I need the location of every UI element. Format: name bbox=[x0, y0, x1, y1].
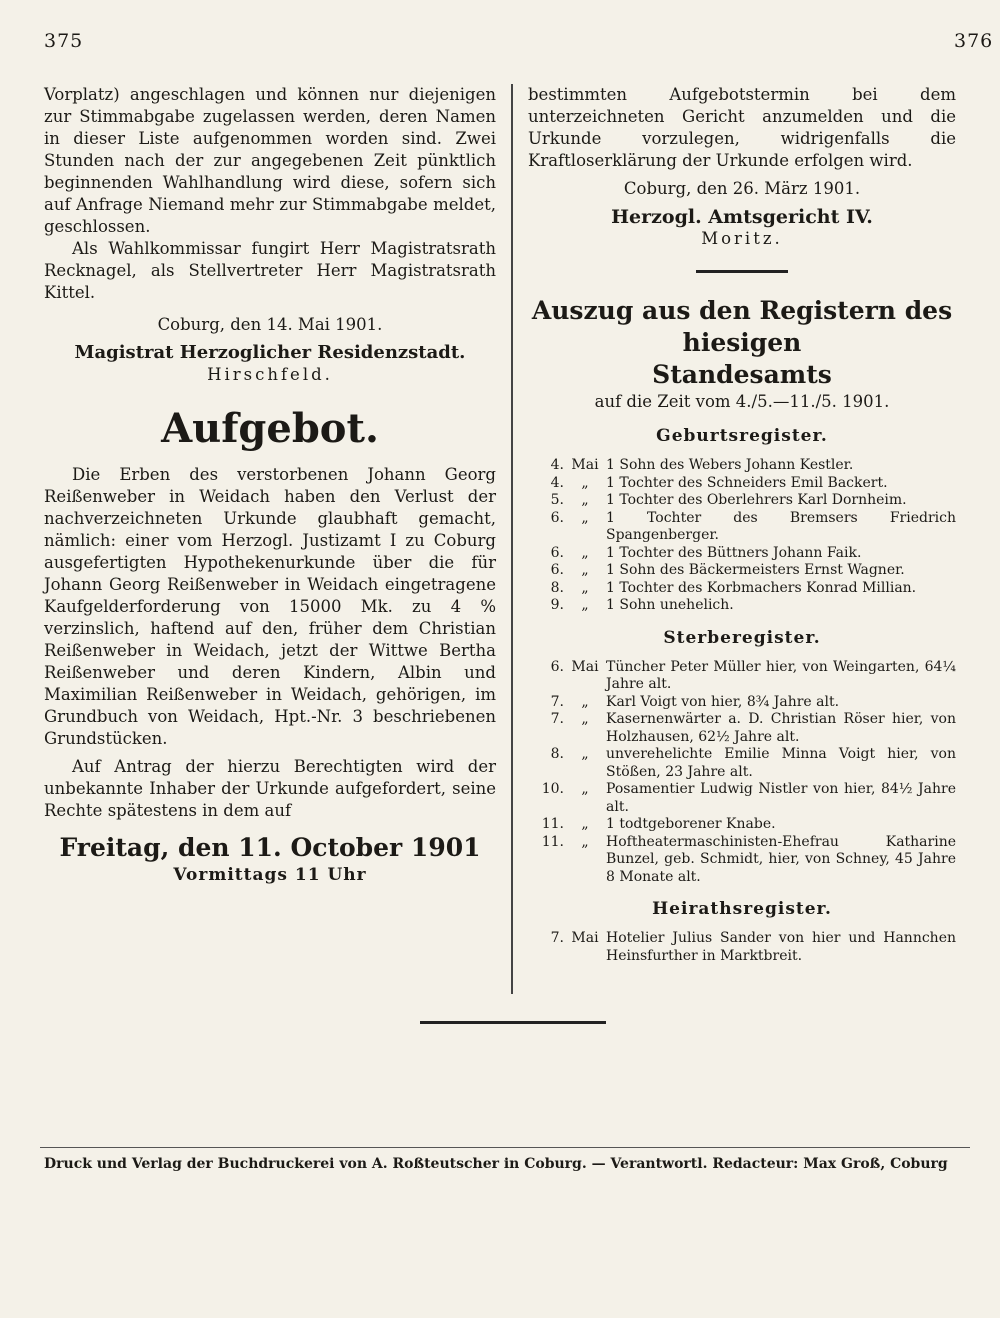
register-month: „ bbox=[581, 562, 589, 578]
register-day: 9. bbox=[550, 597, 564, 613]
footer-rule bbox=[40, 1147, 970, 1148]
signature-left: Hirschfeld. bbox=[207, 365, 333, 384]
register-row bbox=[528, 834, 956, 887]
signature-right: Moritz. bbox=[701, 229, 783, 248]
register-entry: Hotelier Julius Sander von hier und Hannchen Heinsfurther in Marktbreit. bbox=[606, 930, 956, 964]
register-entry: Hoftheatermaschinisten-Ehefrau Katharine Bunzel, geb. Schmidt, hier, von Schney, 45 Jahre 8 Monate alt. bbox=[606, 833, 956, 885]
register-day: 7. bbox=[550, 711, 564, 727]
register-row bbox=[528, 930, 956, 965]
sterberegister-table bbox=[528, 659, 956, 887]
register-row bbox=[528, 781, 956, 816]
register-day: 7. bbox=[550, 693, 564, 710]
auszug-title-line1: Auszug aus den Registern des hiesigen bbox=[531, 296, 953, 357]
register-day: 6. bbox=[550, 544, 564, 561]
register-day: 4. bbox=[550, 457, 564, 473]
register-day: 6. bbox=[550, 658, 564, 675]
register-row bbox=[528, 510, 956, 545]
register-entry: Posamentier Ludwig Nistler von hier, 84½ Jahre alt. bbox=[606, 781, 956, 815]
register-entry: 1 Sohn unehelich. bbox=[606, 597, 734, 613]
geburtsregister-table bbox=[528, 457, 956, 615]
court-line: Herzogl. Amtsgericht IV. bbox=[611, 206, 873, 228]
register-row bbox=[528, 562, 956, 580]
register-entry: 1 Sohn des Webers Johann Kestler. bbox=[606, 457, 854, 473]
imprint-footer: Druck und Verlag der Buchdruckerei von A. Roßteutscher in Coburg. — Verantwortl. Redacteur: Max Groß, Coburg bbox=[44, 1156, 948, 1172]
section-rule bbox=[696, 270, 788, 273]
register-month: „ bbox=[581, 693, 589, 710]
register-day: 5. bbox=[550, 492, 564, 508]
right-column bbox=[528, 84, 956, 965]
register-row bbox=[528, 475, 956, 493]
register-month: „ bbox=[581, 544, 589, 561]
register-month: „ bbox=[581, 509, 589, 526]
register-row bbox=[528, 492, 956, 510]
register-entry: 1 Tochter des Oberlehrers Karl Dornheim. bbox=[606, 492, 907, 508]
register-row bbox=[528, 746, 956, 781]
register-day: 4. bbox=[550, 474, 564, 491]
register-day: 8. bbox=[550, 579, 564, 596]
register-month: „ bbox=[581, 474, 589, 491]
auszug-period: auf die Zeit vom 4./5.—11./5. 1901. bbox=[594, 392, 890, 411]
register-row bbox=[528, 816, 956, 834]
register-day: 10. bbox=[541, 781, 564, 797]
register-month: Mai bbox=[571, 930, 599, 946]
register-entry: 1 todtgeborener Knabe. bbox=[606, 816, 776, 832]
register-entry: Tüncher Peter Müller hier, von Weingarten, 64¼ Jahre alt. bbox=[606, 658, 956, 692]
register-month: Mai bbox=[571, 658, 599, 675]
register-entry: Kasernenwärter a. D. Christian Röser hier, von Holzhausen, 62½ Jahre alt. bbox=[606, 711, 956, 745]
register-month: „ bbox=[581, 833, 589, 850]
register-month: Mai bbox=[571, 457, 599, 473]
register-entry: unverehelichte Emilie Minna Voigt hier, von Stößen, 23 Jahre alt. bbox=[606, 746, 956, 780]
register-month: „ bbox=[581, 816, 589, 832]
register-day: 6. bbox=[550, 509, 564, 526]
sterberegister-heading: Sterberegister. bbox=[663, 627, 821, 648]
heirathsregister-heading: Heirathsregister. bbox=[652, 899, 832, 919]
register-entry: 1 Tochter des Büttners Johann Faik. bbox=[606, 544, 862, 561]
auszug-title-line2: Standesamts bbox=[652, 360, 832, 389]
aufgebot-title: Aufgebot. bbox=[161, 405, 379, 452]
register-day: 11. bbox=[541, 816, 564, 832]
authority-line: Magistrat Herzoglicher Residenzstadt. bbox=[74, 342, 466, 363]
column-divider bbox=[511, 84, 513, 994]
register-month: „ bbox=[581, 711, 589, 727]
continuation-paragraph: bestimmten Aufgebotstermin bei dem unterzeichneten Gericht anzumelden und die Urkunde vorzulegen, widrigenfalls die Kraftloserklärung der Urkunde erfolgen wird. bbox=[528, 85, 956, 170]
register-row bbox=[528, 694, 956, 712]
register-month: „ bbox=[581, 597, 589, 613]
register-row bbox=[528, 580, 956, 598]
intro-paragraph: Vorplatz) angeschlagen und können nur diejenigen zur Stimmabgabe zugelassen werden, deren Namen in dieser Liste aufgenommen worden sind. Zwei Stunden nach der zur angegebenen Zeit pünktlich beginnenden Wahlhandlung wird diese, sofern sich auf Anfrage Niemand mehr zur Stimmabgabe meldet, geschlossen. bbox=[44, 85, 496, 236]
termin-date: Freitag, den 11. October 1901 bbox=[59, 833, 481, 862]
aufgebot-paragraph: Die Erben des verstorbenen Johann Georg Reißenweber in Weidach haben den Verlust der nachverzeichneten Urkunde glaubhaft gemacht, nämlich: einer vom Herzogl. Justizamt I zu Coburg ausgefertigten Hypothekenurkunde über die für Johann Georg Reißenweber in Weidach eingetragene Kaufgelderforderung von 15000 Mk. zu 4 % verzinslich, haftend auf den, früher dem Christian Reißenweber in Weidach, jetzt der Wittwe Bertha Reißenweber und deren Kindern, Albin und Maximilian Reißenweber in Weidach, gehörigen, im Grundbuch von Weidach, Hpt.-Nr. 3 beschriebenen Grundstücken. bbox=[44, 465, 496, 748]
register-entry: 1 Sohn des Bäckermeisters Ernst Wagner. bbox=[606, 562, 905, 578]
register-row bbox=[528, 659, 956, 694]
termin-time: Vormittags 11 Uhr bbox=[173, 865, 367, 885]
date-place-right: Coburg, den 26. März 1901. bbox=[623, 179, 861, 198]
register-day: 7. bbox=[550, 930, 564, 946]
antrag-paragraph: Auf Antrag der hierzu Berechtigten wird der unbekannte Inhaber der Urkunde aufgefordert, seine Rechte spätestens in dem auf bbox=[44, 757, 496, 820]
register-entry: 1 Tochter des Korbmachers Konrad Millian. bbox=[606, 579, 917, 596]
commissioner-paragraph: Als Wahlkommissar fungirt Herr Magistratsrath Recknagel, als Stellvertreter Herr Magistratsrath Kittel. bbox=[44, 239, 496, 302]
page-number-right: 376 bbox=[954, 30, 994, 52]
left-column bbox=[44, 84, 496, 886]
register-month: „ bbox=[581, 746, 589, 762]
register-row bbox=[528, 597, 956, 615]
register-row bbox=[528, 457, 956, 475]
geburtsregister-heading: Geburtsregister. bbox=[656, 426, 828, 446]
closing-rule bbox=[420, 1021, 606, 1024]
heirathsregister-table bbox=[528, 930, 956, 965]
page-number-left: 375 bbox=[44, 30, 84, 52]
register-entry: 1 Tochter des Schneiders Emil Backert. bbox=[606, 474, 888, 491]
register-row bbox=[528, 545, 956, 563]
register-day: 8. bbox=[550, 746, 564, 762]
register-day: 6. bbox=[550, 562, 564, 578]
register-month: „ bbox=[581, 781, 589, 797]
register-entry: Karl Voigt von hier, 8¾ Jahre alt. bbox=[606, 693, 840, 710]
register-entry: 1 Tochter des Bremsers Friedrich Spangenberger. bbox=[606, 509, 956, 543]
register-month: „ bbox=[581, 492, 589, 508]
register-month: „ bbox=[581, 579, 589, 596]
date-place-left: Coburg, den 14. Mai 1901. bbox=[157, 315, 383, 334]
register-row bbox=[528, 711, 956, 746]
register-day: 11. bbox=[541, 833, 564, 850]
